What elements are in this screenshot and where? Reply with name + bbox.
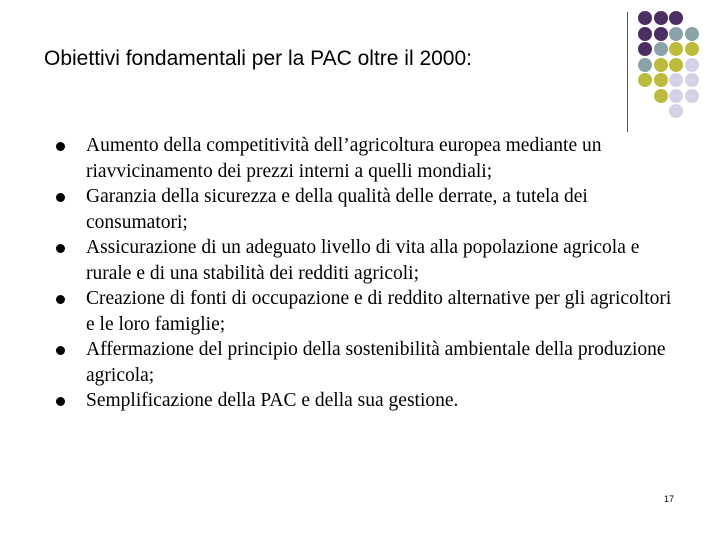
bullet-text: Assicurazione di un adeguato livello di vita alla popolazione agricola e rurale e di una stabilità dei redditi agricoli; bbox=[86, 237, 640, 284]
decorative-dot bbox=[669, 42, 683, 56]
bullet-list bbox=[55, 133, 675, 414]
bullet-text: Semplificazione della PAC e della sua gestione. bbox=[86, 390, 459, 411]
decorative-dot bbox=[638, 27, 652, 41]
bullet-icon bbox=[56, 193, 65, 202]
decorative-dot bbox=[654, 73, 668, 87]
bullet-item bbox=[55, 235, 675, 286]
bullet-icon bbox=[56, 295, 65, 304]
bullet-icon bbox=[56, 142, 65, 151]
decorative-dot bbox=[669, 27, 683, 41]
decorative-divider-line bbox=[627, 12, 628, 132]
bullet-item bbox=[55, 337, 675, 388]
decorative-dot bbox=[685, 27, 699, 41]
decorative-dot bbox=[638, 58, 652, 72]
bullet-icon bbox=[56, 397, 65, 406]
bullet-item bbox=[55, 133, 675, 184]
page-number: 17 bbox=[664, 494, 675, 504]
decorative-dot bbox=[685, 58, 699, 72]
decorative-dot bbox=[669, 11, 683, 25]
decorative-dot bbox=[685, 89, 699, 103]
decorative-dot bbox=[669, 89, 683, 103]
bullet-icon bbox=[56, 346, 65, 355]
bullet-item bbox=[55, 388, 675, 414]
bullet-item bbox=[55, 286, 675, 337]
decorative-dot-grid bbox=[638, 11, 720, 117]
decorative-dot bbox=[669, 104, 683, 118]
decorative-dot bbox=[654, 42, 668, 56]
decorative-dot bbox=[685, 42, 699, 56]
decorative-dot bbox=[638, 42, 652, 56]
slide-title: Obiettivi fondamentali per la PAC oltre il 2000: bbox=[44, 47, 472, 70]
bullet-text: Aumento della competitività dell’agricoltura europea mediante un riavvicinamento dei prezzi interni a quelli mondiali; bbox=[86, 135, 602, 182]
bullet-item bbox=[55, 184, 675, 235]
decorative-dot bbox=[669, 73, 683, 87]
decorative-dot bbox=[654, 27, 668, 41]
bullet-icon bbox=[56, 244, 65, 253]
decorative-dot bbox=[654, 58, 668, 72]
decorative-dot bbox=[685, 73, 699, 87]
decorative-dot bbox=[638, 11, 652, 25]
decorative-dot bbox=[654, 89, 668, 103]
decorative-dot bbox=[654, 11, 668, 25]
bullet-text: Affermazione del principio della sostenibilità ambientale della produzione agricola; bbox=[86, 339, 666, 386]
decorative-dot bbox=[638, 73, 652, 87]
decorative-dot bbox=[669, 58, 683, 72]
bullet-text: Garanzia della sicurezza e della qualità delle derrate, a tutela dei consumatori; bbox=[86, 186, 588, 233]
bullet-text: Creazione di fonti di occupazione e di reddito alternative per gli agricoltori e le loro famiglie; bbox=[86, 288, 672, 335]
